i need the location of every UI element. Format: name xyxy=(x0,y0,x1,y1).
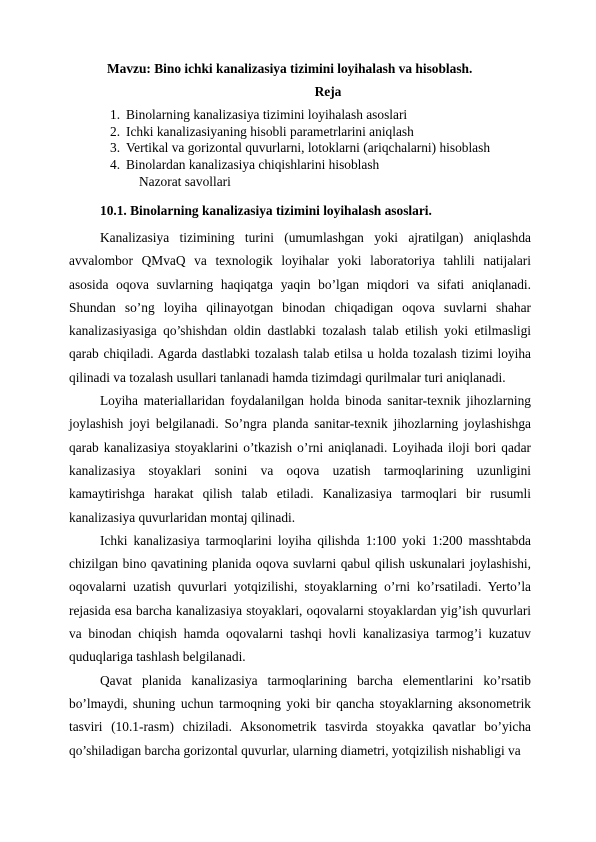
plan-item: 4. Binolardan kanalizasiya chiqishlarini hisoblash xyxy=(110,157,380,173)
paragraph: Loyiha materiallaridan foydalanilgan holda binoda sanitar-texnik jihozlarning joylashish joyi belgilanadi. So’ngra planda sanitar-texnik jihozlarning joylashishga qarab kanalizasiya stoyaklarini o’tkazish o’rni aniqlanadi. Loyihada iloji bori qadar kanalizasiya stoyaklari sonini va oqova uzatish tarmoqlarining uzunligini kamaytirishga harakat qilish talab etiladi. Kanalizasiya tarmoqlari bir rusumli kanalizasiya quvurlaridan montaj qilinadi. xyxy=(69,393,531,525)
paragraph: Qavat planida kanalizasiya tarmoqlarining barcha elementlarini ko’rsatib bo’lmaydi, shuning uchun tarmoqning yoki bir qancha stoyaklarning aksonometrik tasviri (10.1-rasm) chiziladi. Aksonometrik tasvirda stoyakka qavatlar bo’yicha qo’shiladigan barcha gorizontal quvurlar, ularning diametri, yotqizilish nishabligi va xyxy=(69,672,531,758)
plan-item: 2. Ichki kanalizasiyaning hisobli parametrlarini aniqlash xyxy=(110,123,414,139)
section-heading: 10.1. Binolarning kanalizasiya tizimini loyihalash asoslari. xyxy=(100,203,432,218)
plan-item: 1. Binolarning kanalizasiya tizimini loyihalash asoslari xyxy=(110,107,408,122)
document-title: Mavzu: Bino ichki kanalizasiya tizimini loyihalash va hisoblash. xyxy=(107,61,473,76)
plan-item: 3. Vertikal va gorizontal quvurlarni, lotoklarni (ariqchalarni) hisoblash xyxy=(110,140,491,156)
paragraph: Kanalizasiya tizimining turini (umumlashgan yoki ajratilgan) aniqlashda avvalombor QMvaQ va texnologik loyihalar yoki laboratoriya tahlili natijalari asosida oqova suvlarning haqiqatga yaqin bo’lgan miqdori va sifati aniqlanadi. Shundan so’ng loyiha qilinayotgan binodan chiqadigan oqova suvlarni shahar kanalizasiyasiga qo’shishdan oldin dastlabki tozalash talab etilish yoki etilmasligi qarab chiqiladi. Agarda dastlabki tozalash talab etilsa u holda tozalash tizimi loyiha qilinadi va tozalash usullari tanlanadi hamda tizimdagi qurilmalar turi aniqlanadi. xyxy=(69,230,531,385)
body-text xyxy=(69,226,531,762)
plan-list xyxy=(110,107,490,191)
plan-extra-item: Nazorat savollari xyxy=(139,173,231,189)
plan-heading: Reja xyxy=(314,84,342,99)
paragraph: Ichki kanalizasiya tarmoqlarini loyiha qilishda 1:100 yoki 1:200 masshtabda chizilgan bino qavatining planida oqova suvlarni qabul qilish uskunalari joylashishi, oqovalarni uzatish quvurlari yotqizilishi, stoyaklarning o’rni ko’rsatiladi. Yerto’la rejasida esa barcha kanalizasiya stoyaklari, oqovalarni stoyaklardan yig’ish quvurlari va binodan chiqish hamda oqovalarni tashqi hovli kanalizasiya tarmog’i kuzatuv quduqlariga tashlash belgilanadi. xyxy=(69,532,531,665)
